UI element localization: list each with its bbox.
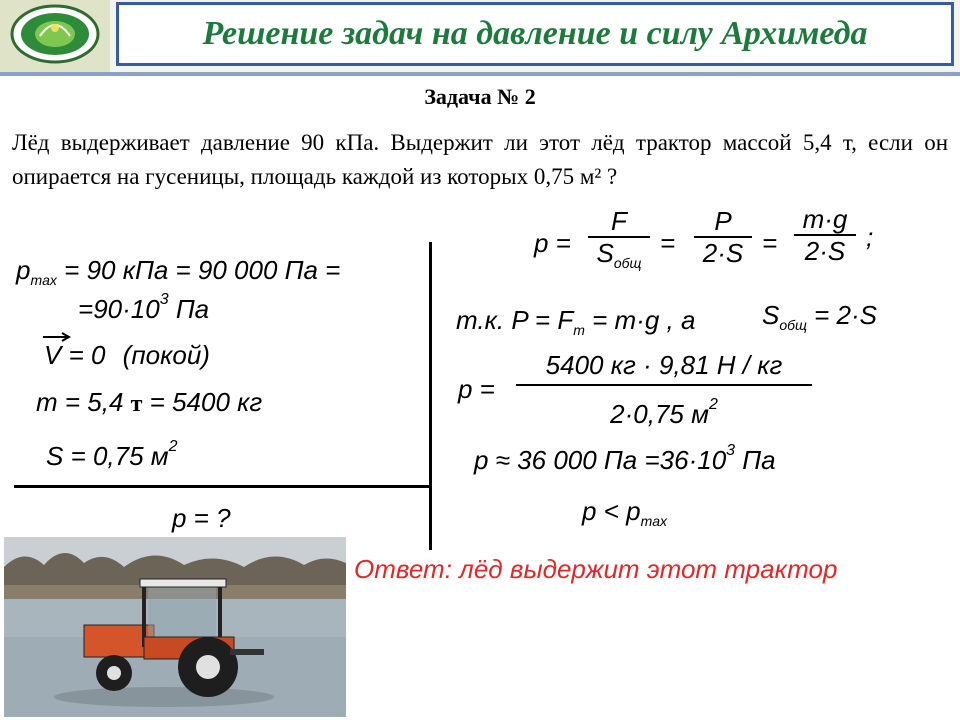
- pmax-equals: =: [78, 294, 94, 324]
- task-title: Задача № 2: [424, 84, 536, 109]
- title-frame: [116, 2, 954, 66]
- logo-panel: [0, 0, 110, 72]
- area-value: S = 0,75 м: [46, 441, 169, 471]
- fraction-numerator: F: [611, 206, 627, 236]
- tractor-on-ice-photo: [4, 537, 346, 717]
- answer-text: Ответ: лёд выдержит этот трактор: [354, 554, 838, 584]
- fraction-denominator: 2·S: [702, 238, 744, 268]
- velocity-note: (покой): [122, 340, 210, 370]
- fraction-p-over-2s: [694, 206, 752, 268]
- mass-rhs: = 5400 кг: [142, 387, 263, 417]
- task-text: Лёд выдерживает давление 90 кПа. Выдержит ли этот лёд трактор массой 5,4 т, если он опирается на гусеницы, площадь каждой из которых 0,75 м² ?: [12, 130, 948, 189]
- semicolon: ;: [866, 222, 874, 252]
- given-divider-vertical: [429, 242, 432, 550]
- velocity-symbol: V: [44, 340, 62, 370]
- mass-unit-t: т: [130, 391, 143, 417]
- result-exponent: 3: [726, 442, 736, 459]
- pmax-exponent: 3: [159, 291, 169, 308]
- fraction-denominator: 2·S: [804, 236, 846, 266]
- pressure-result: [474, 442, 776, 476]
- pmax-subscript: max: [30, 272, 57, 288]
- pressure-calc-lhs: p =: [458, 374, 495, 404]
- calc-numerator: 5400 кг · 9,81 Н / кг: [545, 350, 783, 380]
- pmax-equation: = 90 кПа = 90 000 Па =: [64, 255, 341, 285]
- pressure-comparison: [582, 496, 667, 529]
- pressure-def-lhs: p =: [534, 228, 571, 258]
- slide-title: Решение задач на давление и силу Архимеда: [202, 15, 868, 52]
- given-mass: [36, 387, 262, 418]
- gravity-subscript: т: [573, 322, 585, 338]
- fraction-bar: [516, 384, 812, 386]
- denominator-exponent: 2: [708, 396, 718, 413]
- pmax-symbol: p: [16, 255, 31, 285]
- equals-sign: =: [660, 228, 676, 258]
- fraction-mg-over-2s: [794, 204, 856, 266]
- result-value: 36·10: [659, 445, 727, 475]
- given-divider-horizontal: [14, 485, 430, 488]
- velocity-value: = 0: [61, 340, 106, 370]
- weight-relation: [456, 305, 695, 338]
- total-area-subscript: общ: [779, 317, 807, 333]
- comparison-text: p < p: [582, 496, 641, 526]
- equals-sign: =: [762, 228, 778, 258]
- equals-sign: =: [644, 445, 660, 475]
- fraction-numerator: m·g: [802, 204, 848, 234]
- weight-relation-text: т.к. P = F: [456, 305, 574, 335]
- given-pmax-line2: [78, 291, 209, 325]
- mass-lhs: m = 5,4: [36, 387, 131, 417]
- total-area-symbol: S: [762, 300, 780, 330]
- pmax-value: 90·10: [93, 294, 160, 324]
- result-unit: Па: [735, 445, 776, 475]
- fraction-pressure-calculation: [516, 350, 812, 429]
- given-velocity: [44, 340, 210, 371]
- comparison-subscript: max: [640, 513, 668, 529]
- find-quantity: p = ?: [172, 503, 231, 533]
- weight-relation-rest: = m·g , а: [584, 305, 696, 335]
- calc-denominator: 2·0,75 м: [610, 399, 709, 429]
- given-area: [46, 438, 178, 472]
- fraction-numerator: P: [714, 206, 732, 236]
- fraction-f-over-s: [588, 206, 650, 278]
- result-approx: p ≈ 36 000 Па: [474, 445, 638, 475]
- denominator-subscript: общ: [613, 255, 642, 271]
- given-pmax: [16, 255, 340, 288]
- total-area-rest: = 2·S: [806, 300, 878, 330]
- pmax-unit: Па: [168, 294, 210, 324]
- fraction-denominator: S: [596, 238, 614, 268]
- school-logo-icon: [10, 4, 100, 64]
- area-exponent: 2: [168, 438, 178, 455]
- vector-arrow-icon: [42, 332, 72, 342]
- total-area-relation: [762, 300, 877, 333]
